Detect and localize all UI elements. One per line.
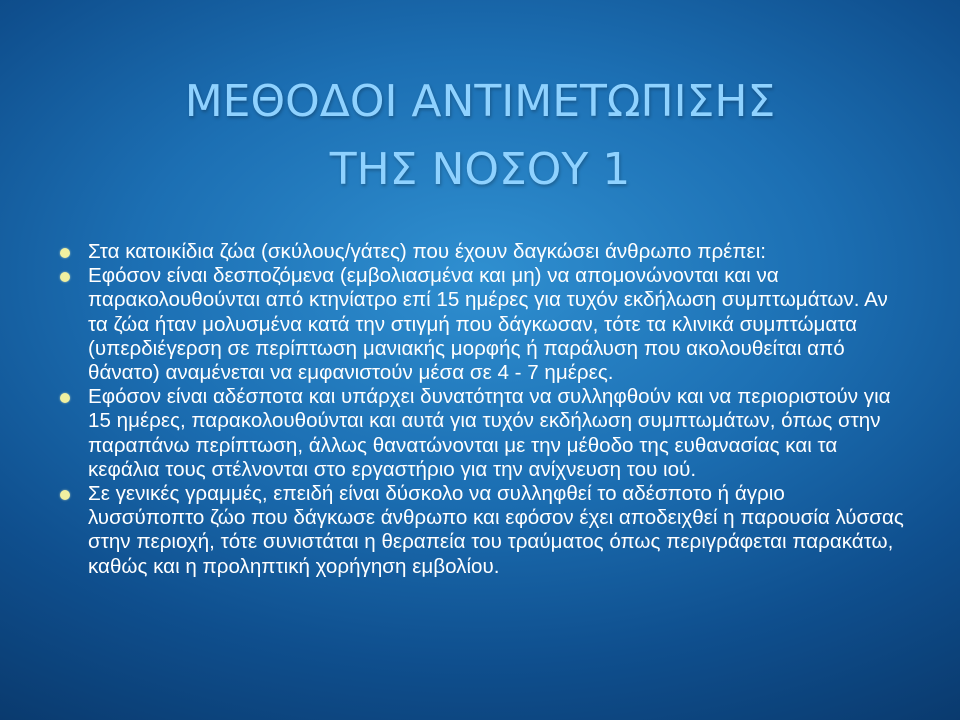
bullet-item-4 <box>56 482 906 579</box>
slide-title <box>60 68 900 204</box>
bullet-dot-icon <box>60 272 70 282</box>
slide-title-line-2: ΤΗΣ ΝΟΣΟΥ 1 <box>329 144 631 195</box>
bullet-dot-icon <box>60 248 70 258</box>
bullet-text-4: Σε γενικές γραμμές, επειδή είναι δύσκολο να συλληφθεί το αδέσποτο ή άγριο λυσσύποπτο ζώο που δάγκωσε άνθρωπο και εφόσον έχει αποδειχθεί η παρουσία λύσσας στην περιοχή, τότε συνιστάται η θεραπεία του τραύματος όπως περιγράφεται παρακάτω, καθώς και η προληπτική χορήγηση εμβολίου. <box>88 482 904 578</box>
bullet-item-1 <box>56 240 906 264</box>
bullet-list <box>56 240 906 579</box>
slide-title-line-1: ΜΕΘΟΔΟΙ ΑΝΤΙΜΕΤΩΠΙΣΗΣ <box>184 76 776 127</box>
bullet-dot-icon <box>60 393 70 403</box>
bullet-text-2: Εφόσον είναι δεσποζόμενα (εμβολιασμένα και μη) να απομονώνονται και να παρακολουθούνται από κτηνίατρο επί 15 ημέρες για τυχόν εκδήλωση συμπτωμάτων. Αν τα ζώα ήταν μολυσμένα κατά την στιγμή που δάγκωσαν, τότε τα κλινικά συμπτώματα (υπερδιέγερση σε περίπτωση μανιακής μορφής ή παράλυση που ακολουθείται από θάνατο) αναμένεται να εμφανιστούν μέσα σε 4 - 7 ημέρες. <box>88 264 888 385</box>
bullet-dot-icon <box>60 490 70 500</box>
bullet-text-1: Στα κατοικίδια ζώα (σκύλους/γάτες) που έχουν δαγκώσει άνθρωπο πρέπει: <box>88 240 767 263</box>
bullet-item-2 <box>56 264 906 385</box>
bullet-text-3: Εφόσον είναι αδέσποτα και υπάρχει δυνατότητα να συλληφθούν και να περιοριστούν για 15 ημέρες, παρακολουθούνται και αυτά για τυχόν εκδήλωση συμπτωμάτων, όπως στην παραπάνω περίπτωση, άλλως θανατώνονται με την μέθοδο της ευθανασίας και τα κεφάλια τους στέλνονται στο εργαστήριο για την ανίχνευση του ιού. <box>88 385 891 481</box>
bullet-item-3 <box>56 385 906 482</box>
